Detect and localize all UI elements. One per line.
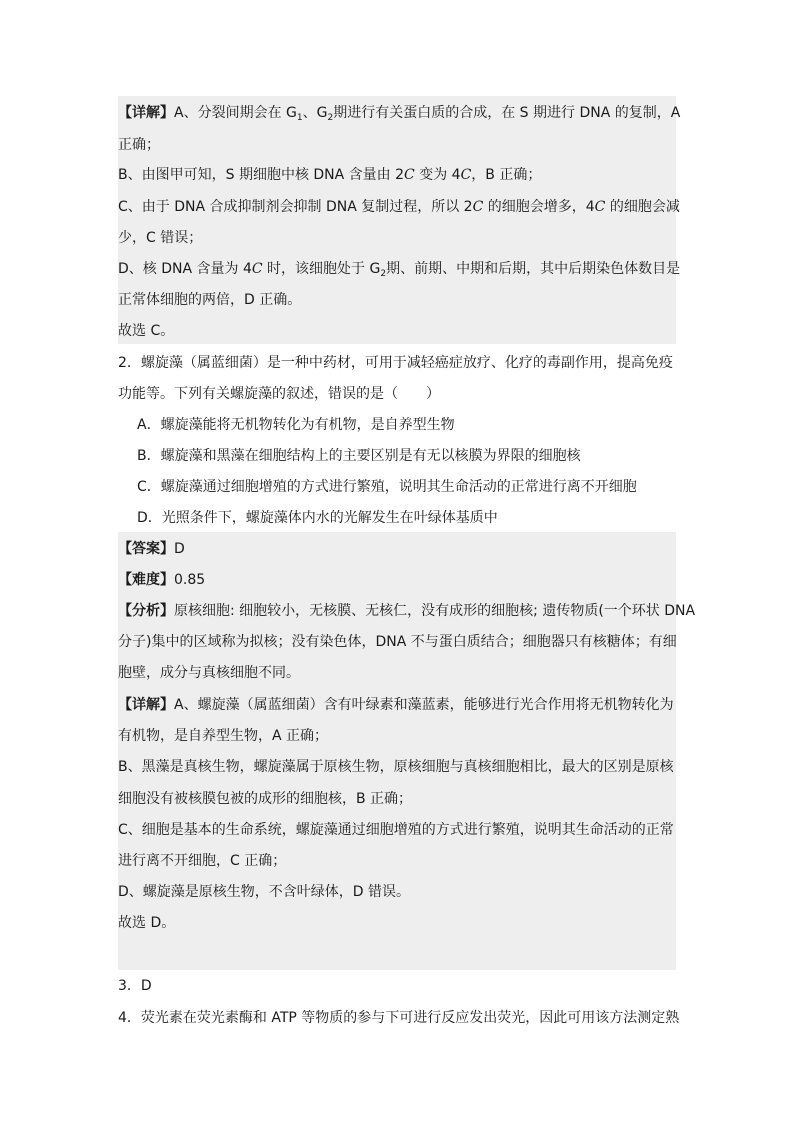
answer-shade-q2 [118, 532, 696, 970]
q2-detail-line-4: 细胞没有被核膜包被的成形的细胞核，B 正确； [118, 791, 413, 807]
q1-detail-line-1: 【详解】A、分裂间期会在 $G_1$、$G_2$期进行有关蛋白质的合成，在 S 期进行 DNA 的复制，A [118, 105, 681, 123]
q2-analysis-line-2: 分子)集中的区域称为拟核；没有染色体，DNA 不与蛋白质结合；细胞器只有核糖体；有细 [118, 634, 677, 650]
q1-detail-line-5: 少，C 错误； [118, 230, 203, 246]
q2-detail-line-3: B、黑藻是真核生物，螺旋藻属于原核生物，原核细胞与真核细胞相比，最大的区别是原核 [118, 759, 674, 775]
q1-conclusion: 故选 C。 [118, 323, 175, 339]
q2-option-d: D．光照条件下，螺旋藻体内水的光解发生在叶绿体基质中 [137, 510, 498, 526]
q3-answer: 3．D [118, 978, 152, 994]
q1-detail-line-3: B、由图甲可知，S 期细胞中核 DNA 含量由 2C 变为 4C，B 正确； [118, 167, 542, 183]
q2-detail-line-1: 【详解】A、螺旋藻（属蓝细菌）含有叶绿素和藻蓝素，能够进行光合作用将无机物转化为 [118, 697, 674, 713]
q2-option-c: C．螺旋藻通过细胞增殖的方式进行繁殖，说明其生命活动的正常进行离不开细胞 [137, 479, 637, 495]
q2-answer [118, 539, 678, 559]
q2-stem-line-2: 功能等。下列有关螺旋藻的叙述，错误的是（ ） [118, 386, 440, 402]
q1-detail-line-2: 正确； [118, 137, 160, 153]
q1-detail-line-4: C、由于 DNA 合成抑制剂会抑制 DNA 复制过程，所以 2C 的细胞会增多，4C 的细胞会减 [118, 199, 680, 215]
q2-conclusion: 故选 D。 [118, 915, 176, 931]
difficulty-tag: 【难度】 [118, 572, 174, 588]
q2-stem-line-1: 2．螺旋藻（属蓝细菌）是一种中药材，可用于减轻癌症放疗、化疗的毒副作用，提高免疫 [118, 355, 673, 371]
q2-detail-line-6: 进行离不开细胞，C 正确； [118, 853, 287, 869]
answer-tag: 【答案】 [118, 541, 174, 557]
difficulty-value: 0.85 [174, 572, 206, 588]
q2-analysis-line-3: 胞壁，成分与真核细胞不同。 [118, 665, 300, 681]
q2-detail-line-5: C、细胞是基本的生命系统，螺旋藻通过细胞增殖的方式进行繁殖，说明其生命活动的正常 [118, 822, 674, 838]
q2-analysis-line-1: 【分析】原核细胞: 细胞较小，无核膜、无核仁，没有成形的细胞核; 遗传物质(一个环状 DNA [118, 603, 696, 619]
q4-stem-line-1: 4．荧光素在荧光素酶和 ATP 等物质的参与下可进行反应发出荧光，因此可用该方法测定熟 [118, 1010, 680, 1026]
answer-value: D [174, 541, 185, 557]
detail-tag: 【详解】 [118, 697, 174, 713]
q2-option-b: B．螺旋藻和黑藻在细胞结构上的主要区别是有无以核膜为界限的细胞核 [137, 448, 581, 464]
q2-detail-line-2: 有机物，是自养型生物，A 正确； [118, 728, 329, 744]
q1-detail-line-6: D、核 DNA 含量为 4C 时，该细胞处于 $G_2$期、前期、中期和后期，其中后期染色体数目是 [118, 261, 681, 279]
q2-difficulty [118, 570, 678, 590]
q1-detail-line-7: 正常体细胞的两倍，D 正确。 [118, 292, 302, 308]
detail-tag: 【详解】 [118, 105, 174, 121]
q2-detail-line-7: D、螺旋藻是原核生物，不含叶绿体，D 错误。 [118, 884, 411, 900]
q2-option-a: A．螺旋藻能将无机物转化为有机物，是自养型生物 [137, 417, 455, 433]
analysis-tag: 【分析】 [118, 603, 174, 619]
